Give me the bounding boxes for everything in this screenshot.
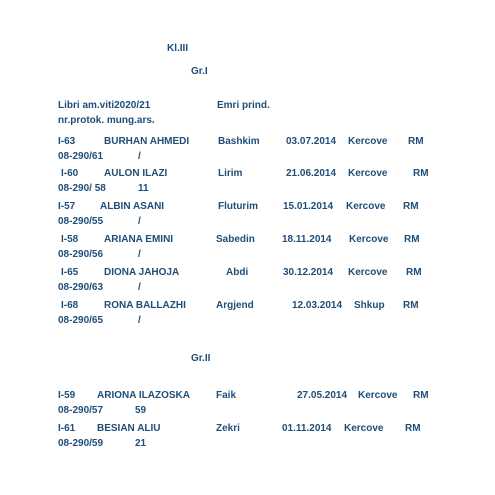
student-name: ARIONA ILAZOSKA bbox=[97, 390, 190, 401]
student-name: AULON ILAZI bbox=[104, 168, 168, 179]
birth-place: Shkup bbox=[354, 300, 385, 311]
register-label: Libri am.viti2020/21 bbox=[58, 100, 151, 111]
birth-date: 18.11.2014 bbox=[282, 234, 332, 245]
parent-name: Zekri bbox=[216, 423, 240, 434]
parent-name: Bashkim bbox=[218, 136, 260, 147]
parent-name: Faik bbox=[216, 390, 237, 401]
birth-place: Kercove bbox=[348, 168, 388, 179]
student-id: I-60 bbox=[61, 168, 79, 179]
protocol-number: 08-290/55 bbox=[58, 216, 104, 227]
birth-place: Kercove bbox=[348, 267, 388, 278]
country: RM bbox=[413, 390, 429, 401]
protocol-absences-label: nr.protok. mung.ars. bbox=[58, 115, 155, 126]
class-label: Kl.III bbox=[167, 43, 189, 54]
absences: / bbox=[138, 282, 141, 293]
student-id: I-63 bbox=[58, 136, 76, 147]
country: RM bbox=[408, 136, 424, 147]
student-name: BURHAN AHMEDI bbox=[104, 136, 190, 147]
student-name: RONA BALLAZHI bbox=[104, 300, 186, 311]
birth-date: 15.01.2014 bbox=[283, 201, 334, 212]
protocol-number: 08-290/56 bbox=[58, 249, 104, 260]
absences: / bbox=[138, 216, 141, 227]
country: RM bbox=[406, 267, 422, 278]
absences: 11 bbox=[138, 183, 149, 194]
parent-name: Sabedin bbox=[216, 234, 255, 245]
student-id: I-65 bbox=[61, 267, 79, 278]
birth-date: 12.03.2014 bbox=[292, 300, 343, 311]
protocol-number: 08-290/63 bbox=[58, 282, 104, 293]
group2-label: Gr.II bbox=[191, 353, 211, 364]
birth-place: Kercove bbox=[349, 234, 389, 245]
student-name: ARIANA EMINI bbox=[104, 234, 174, 245]
country: RM bbox=[403, 201, 419, 212]
parent-name-label: Emri prind. bbox=[217, 100, 270, 111]
student-name: DIONA JAHOJA bbox=[104, 267, 180, 278]
student-name: ALBIN ASANI bbox=[100, 201, 165, 212]
birth-place: Kercove bbox=[358, 390, 398, 401]
parent-name: Lirim bbox=[218, 168, 243, 179]
country: RM bbox=[403, 300, 419, 311]
birth-place: Kercove bbox=[344, 423, 384, 434]
country: RM bbox=[404, 234, 420, 245]
parent-name: Argjend bbox=[216, 300, 254, 311]
birth-date: 27.05.2014 bbox=[297, 390, 348, 401]
country: RM bbox=[413, 168, 429, 179]
absences: / bbox=[138, 249, 141, 260]
student-id: I-68 bbox=[61, 300, 79, 311]
protocol-number: 08-290/65 bbox=[58, 315, 104, 326]
absences: / bbox=[138, 151, 141, 162]
group1-label: Gr.I bbox=[191, 66, 208, 77]
parent-name: Fluturim bbox=[218, 201, 258, 212]
protocol-number: 08-290/57 bbox=[58, 405, 104, 416]
protocol-number: 08-290/59 bbox=[58, 438, 104, 449]
protocol-number: 08-290/ 58 bbox=[58, 183, 106, 194]
country: RM bbox=[405, 423, 421, 434]
birth-date: 21.06.2014 bbox=[286, 168, 337, 179]
student-name: BESIAN ALIU bbox=[97, 423, 161, 434]
absences: 21 bbox=[135, 438, 147, 449]
birth-place: Kercove bbox=[346, 201, 386, 212]
absences: / bbox=[138, 315, 141, 326]
student-id: I-57 bbox=[58, 201, 76, 212]
absences: 59 bbox=[135, 405, 147, 416]
student-id: I-58 bbox=[61, 234, 79, 245]
birth-date: 30.12.2014 bbox=[283, 267, 334, 278]
parent-name: Abdi bbox=[226, 267, 249, 278]
birth-date: 01.11.2014 bbox=[282, 423, 332, 434]
birth-place: Kercove bbox=[348, 136, 388, 147]
birth-date: 03.07.2014 bbox=[286, 136, 337, 147]
protocol-number: 08-290/61 bbox=[58, 151, 104, 162]
student-id: I-59 bbox=[58, 390, 76, 401]
student-id: I-61 bbox=[58, 423, 76, 434]
